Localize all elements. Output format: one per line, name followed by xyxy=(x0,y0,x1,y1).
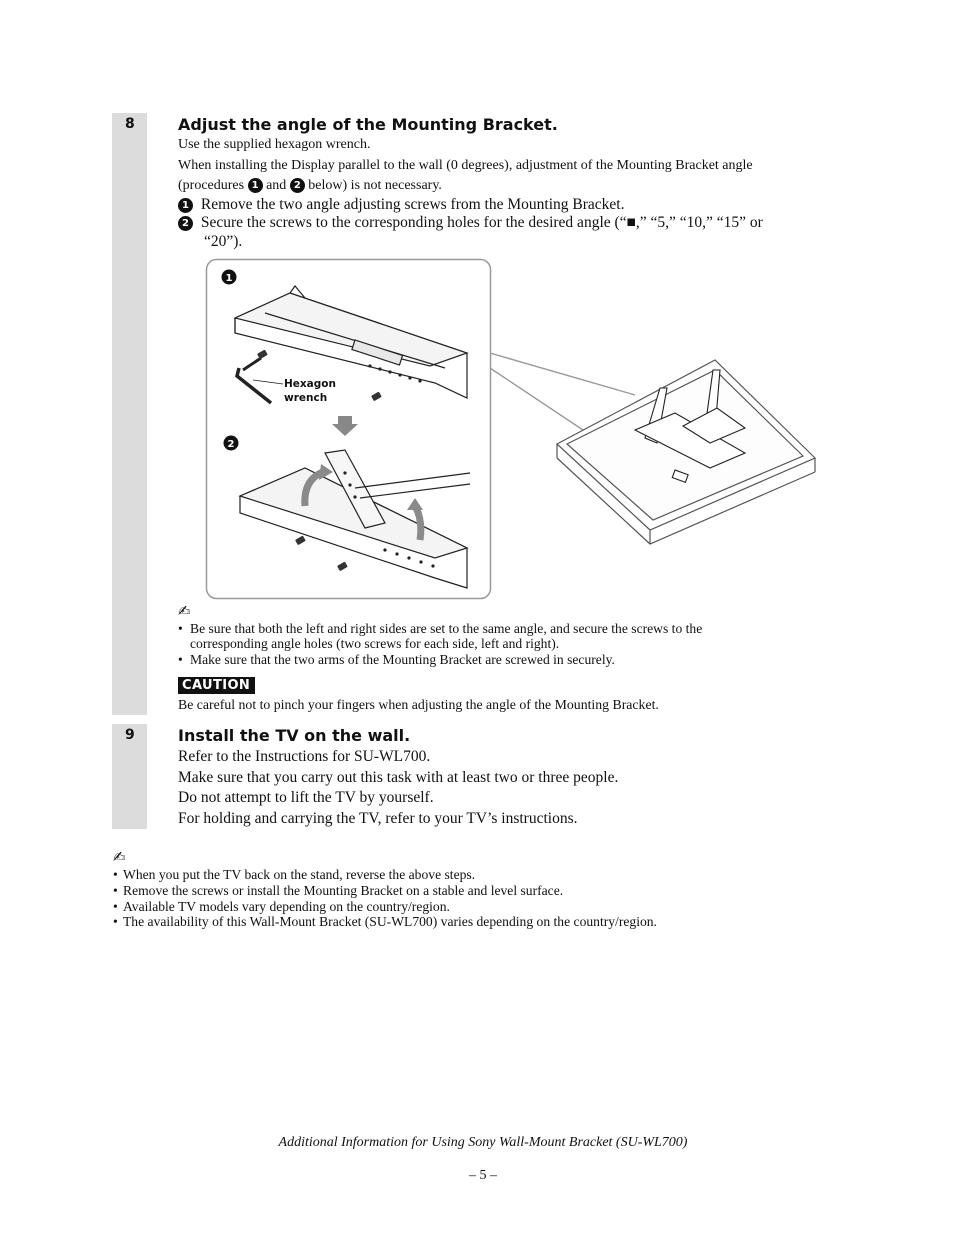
step-9-line: Do not attempt to lift the TV by yourself. xyxy=(178,789,434,806)
step-8-bar xyxy=(112,113,147,715)
instruction-text: (procedures xyxy=(178,178,245,193)
step-9-line: Refer to the Instructions for SU-WL700. xyxy=(178,748,431,765)
instruction-line xyxy=(178,178,442,194)
note-text: When you put the TV back on the stand, reverse the above steps. xyxy=(123,867,476,882)
note-text: Available TV models vary depending on the country/region. xyxy=(123,899,450,914)
note-text: corresponding angle holes (two screws for each side, left and right). xyxy=(190,636,560,651)
instruction-line: When installing the Display parallel to the wall (0 degrees), adjustment of the Mounting Bracket angle xyxy=(178,158,753,173)
callout-label: wrench xyxy=(284,392,328,404)
step-9-title: Install the TV on the wall. xyxy=(178,726,411,745)
instruction-text: and xyxy=(266,178,287,193)
step-9-line: Make sure that you carry out this task with at least two or three people. xyxy=(178,769,619,786)
procedure-2-cont: “20”). xyxy=(204,233,243,250)
bullet-dot: • xyxy=(113,899,118,914)
bullet-dot: • xyxy=(113,867,118,882)
instruction-text: below) is not necessary. xyxy=(308,178,442,193)
procedure-text: Secure the screws to the corresponding holes for the desired angle (“■,” “5,” “10,” “15” or xyxy=(200,214,763,231)
caution-text: Be careful not to pinch your fingers when adjusting the angle of the Mounting Bracket. xyxy=(178,697,659,712)
step-8-title: Adjust the angle of the Mounting Bracket. xyxy=(178,115,558,134)
note-text: The availability of this Wall-Mount Bracket (SU-WL700) varies depending on the country/region. xyxy=(123,914,657,929)
step-8-number: 8 xyxy=(125,116,135,132)
note-text: Remove the screws or install the Mounting Bracket on a stable and level surface. xyxy=(123,883,564,898)
bullet-dot: • xyxy=(178,621,183,636)
page-number: – 5 – xyxy=(469,1168,497,1183)
instruction-line: Use the supplied hexagon wrench. xyxy=(178,137,371,152)
figure-marker-1-text: 1 xyxy=(225,273,233,284)
procedure-marker-2: 2 xyxy=(178,216,193,231)
procedure-marker-1: 1 xyxy=(248,178,263,193)
note-icon: ✍ xyxy=(178,602,191,620)
step-9-number: 9 xyxy=(125,727,135,743)
procedure-marker-1: 1 xyxy=(178,198,193,213)
note-text: Make sure that the two arms of the Mounting Bracket are screwed in securely. xyxy=(190,652,615,667)
bullet-dot: • xyxy=(113,883,118,898)
procedure-marker-2: 2 xyxy=(290,178,305,193)
footer-title: Additional Information for Using Sony Wall-Mount Bracket (SU-WL700) xyxy=(278,1135,688,1150)
callout-label: Hexagon xyxy=(284,378,336,390)
step-9-line: For holding and carrying the TV, refer to your TV’s instructions. xyxy=(178,810,578,827)
caution-label: CAUTION xyxy=(178,677,255,694)
procedure-1 xyxy=(178,196,624,214)
bullet-dot: • xyxy=(178,652,183,667)
procedure-text: Remove the two angle adjusting screws from the Mounting Bracket. xyxy=(200,196,625,213)
bracket-illustration xyxy=(205,258,825,603)
figure-marker-2-text: 2 xyxy=(227,439,235,450)
note-text: Be sure that both the left and right sides are set to the same angle, and secure the screws to the xyxy=(190,621,703,636)
note-icon: ✍ xyxy=(113,848,126,866)
procedure-2 xyxy=(178,214,763,232)
bullet-dot: • xyxy=(113,914,118,929)
